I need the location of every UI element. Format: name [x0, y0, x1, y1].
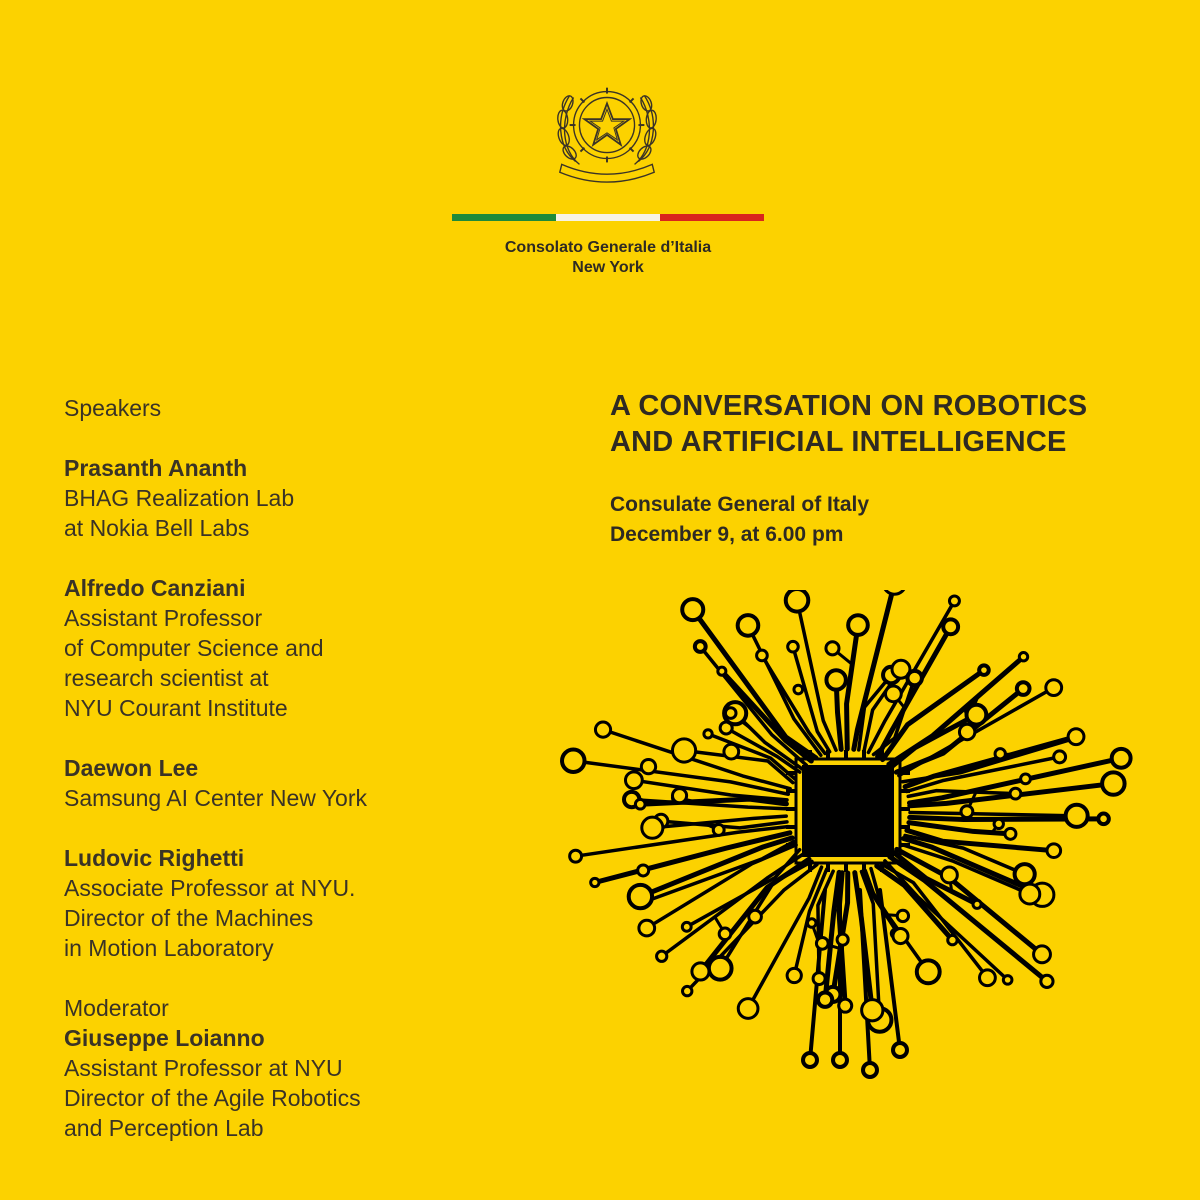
speaker-affiliation: NYU Courant Institute: [64, 695, 288, 721]
speaker-affiliation: research scientist at: [64, 665, 269, 691]
speakers-label: Speakers: [64, 395, 162, 421]
speaker-affiliation: Associate Professor at NYU.: [64, 875, 356, 901]
consulate-name-line1: Consolato Generale d’Italia: [504, 239, 712, 256]
moderator-affiliation: and Perception Lab: [64, 1115, 264, 1141]
event-title-line2: AND ARTIFICIAL INTELLIGENCE: [610, 426, 1067, 458]
speaker-affiliation: at Nokia Bell Labs: [64, 515, 250, 541]
speaker-entry: [64, 843, 484, 963]
italian-flag-bar: [452, 214, 764, 221]
speaker-affiliation: of Computer Science and: [64, 635, 324, 661]
moderator-label: Moderator: [64, 995, 169, 1021]
moderator-entry: [64, 993, 484, 1143]
speaker-affiliation: Director of the Machines: [64, 905, 314, 931]
italian-republic-emblem-icon: [548, 68, 666, 186]
speaker-entry: [64, 453, 484, 543]
speaker-entry: [64, 573, 484, 723]
consulate-name: [452, 238, 764, 278]
flag-white-stripe: [556, 214, 660, 221]
speaker-affiliation: BHAG Realization Lab: [64, 485, 295, 511]
speaker-affiliation: in Motion Laboratory: [64, 935, 274, 961]
circuit-brain-icon: [540, 590, 1160, 1110]
speakers-column: [64, 393, 484, 1143]
event-datetime: December 9, at 6.00 pm: [610, 523, 844, 546]
speaker-name: Daewon Lee: [64, 755, 199, 781]
moderator-affiliation: Director of the Agile Robotics: [64, 1085, 361, 1111]
speaker-affiliation: Assistant Professor: [64, 605, 263, 631]
speaker-name: Ludovic Righetti: [64, 845, 245, 871]
speaker-name: Prasanth Ananth: [64, 455, 248, 481]
speaker-affiliation: Samsung AI Center New York: [64, 785, 367, 811]
event-title: [610, 388, 1170, 460]
moderator-name: Giuseppe Loianno: [64, 1025, 265, 1051]
event-venue: Consulate General of Italy: [610, 493, 870, 516]
consulate-name-line2: New York: [572, 259, 644, 276]
speaker-name: Alfredo Canziani: [64, 575, 246, 601]
flag-red-stripe: [660, 214, 764, 221]
flag-green-stripe: [452, 214, 556, 221]
speaker-entry: [64, 753, 484, 813]
event-details: [610, 490, 1170, 550]
event-title-line1: A CONVERSATION ON ROBOTICS: [610, 390, 1088, 422]
moderator-affiliation: Assistant Professor at NYU: [64, 1055, 343, 1081]
